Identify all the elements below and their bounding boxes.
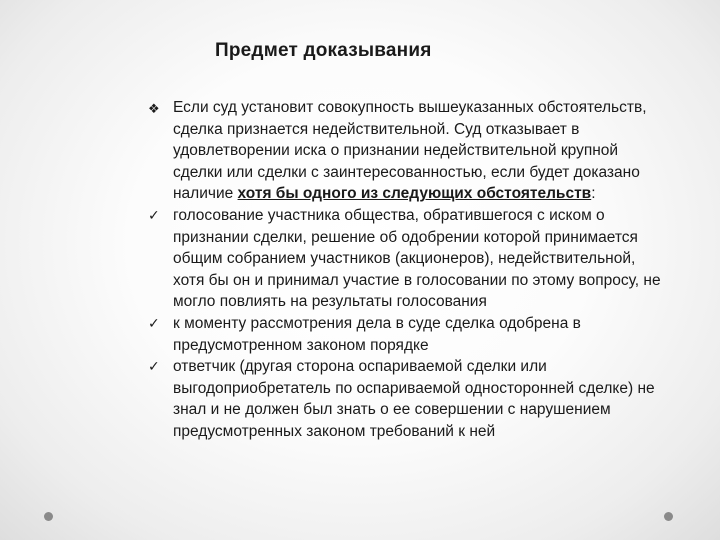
checkmark-icon: ✓ bbox=[148, 314, 160, 331]
decorative-dot-right bbox=[664, 512, 673, 521]
list-item-text: голосование участника общества, обратившегося с иском о признании сделки, решение об одобрении которой принимается общим собранием участников (акционеров), недействительной, хотя бы он и принимал участие в голосовании по этому вопросу, не могло повлиять на результаты голосования bbox=[173, 206, 661, 311]
intro-text: Если суд установит совокупность вышеуказанных обстоятельств, сделка признается недействительной. Суд отказывает в удовлетворении иска о признании недействительной крупной сделки или сделки с заинтересованностью, если будет доказано наличие bbox=[173, 99, 647, 203]
list-item bbox=[148, 205, 668, 313]
intro-emphasis: хотя бы одного из следующих обстоятельств bbox=[237, 185, 592, 203]
slide-content bbox=[148, 97, 668, 443]
intro-paragraph bbox=[148, 97, 668, 205]
list-item-text: ответчик (другая сторона оспариваемой сделки или выгодоприобретатель по оспариваемой односторонней сделке) не знал и не должен был знать о ее совершении с нарушением предусмотренных законом требований к ней bbox=[173, 358, 655, 440]
checkmark-icon: ✓ bbox=[148, 358, 160, 375]
decorative-dot-left bbox=[44, 512, 53, 521]
list-item-text: к моменту рассмотрения дела в суде сделка одобрена в предусмотренном законом порядке bbox=[173, 314, 581, 354]
intro-colon: : bbox=[591, 185, 596, 203]
checkmark-icon: ✓ bbox=[148, 206, 160, 223]
list-item bbox=[148, 356, 668, 442]
slide-title: Предмет доказывания bbox=[215, 40, 432, 61]
diamond-bullet-icon: ❖ bbox=[148, 101, 160, 116]
list-item bbox=[148, 313, 668, 356]
